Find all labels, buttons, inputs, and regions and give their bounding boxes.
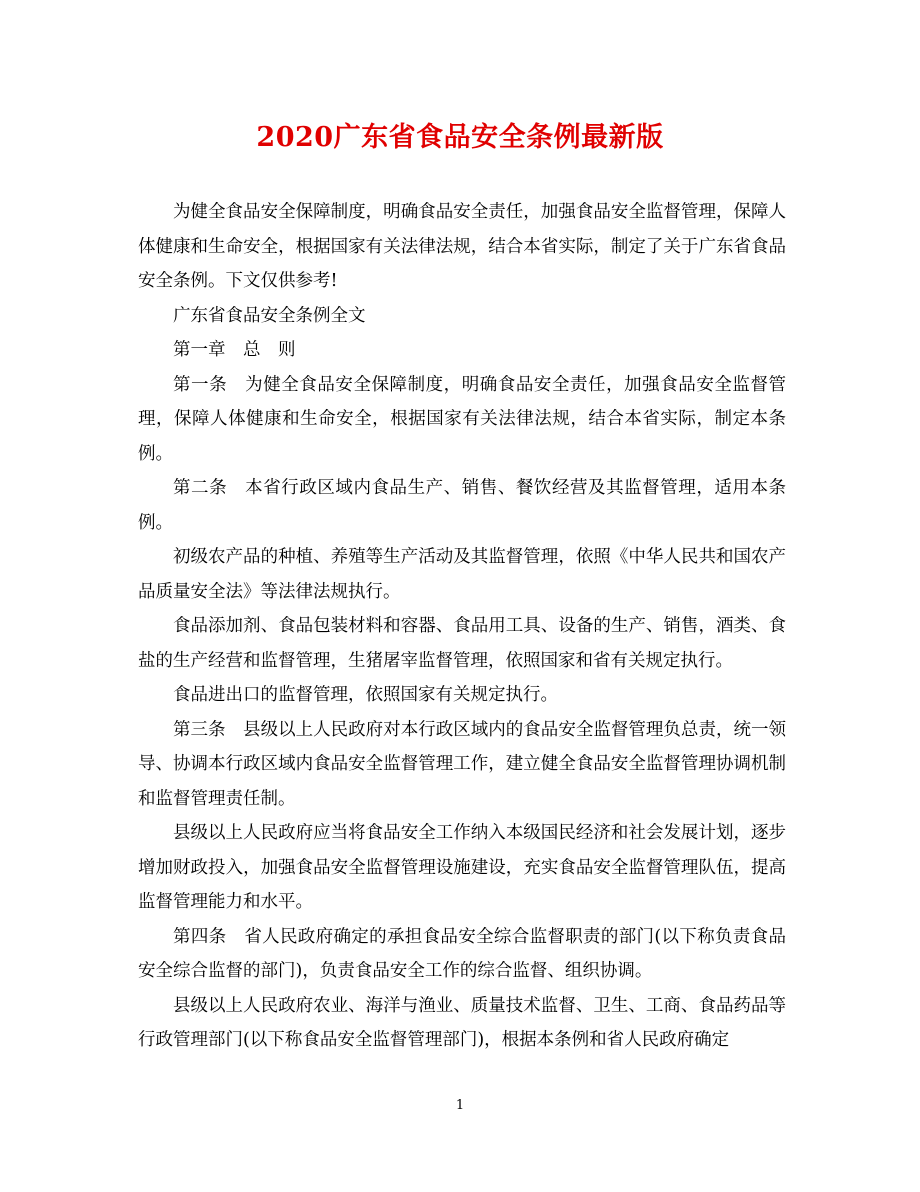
document-title: 2020广东省食品安全条例最新版 [256,122,664,153]
paragraph: 第四条 省人民政府确定的承担食品安全综合监督职责的部门(以下称负责食品安全综合监督的部门)，负责食品安全工作的综合监督、组织协调。 [138,926,786,981]
chapter-heading: 第一章 总 则 [173,340,296,360]
paragraph: 第三条 县级以上人民政府对本行政区域内的食品安全监督管理负总责，统一领导、协调本行政区域内食品安全监督管理工作，建立健全食品安全监督管理协调机制和监督管理责任制。 [138,719,786,809]
paragraph: 广东省食品安全条例全文 [173,305,366,326]
page-number: 1 [455,1098,465,1113]
paragraph: 县级以上人民政府农业、海洋与渔业、质量技术监督、卫生、工商、食品药品等行政管理部门(以下称食品安全监督管理部门)，根据本条例和省人民政府确定 [138,995,786,1050]
paragraph: 初级农产品的种植、养殖等生产活动及其监督管理，依照《中华人民共和国农产品质量安全法》等法律法规执行。 [138,547,786,602]
paragraph: 为健全食品安全保障制度，明确食品安全责任，加强食品安全监督管理，保障人体健康和生命安全，根据国家有关法律法规，结合本省实际，制定了关于广东省食品安全条例。下文仅供参考! [138,202,786,291]
paragraph: 第一条 为健全食品安全保障制度，明确食品安全责任，加强食品安全监督管理，保障人体健康和生命安全，根据国家有关法律法规，结合本省实际，制定本条例。 [138,374,786,464]
paragraph: 第二条 本省行政区域内食品生产、销售、餐饮经营及其监督管理，适用本条例。 [138,478,786,533]
paragraph: 县级以上人民政府应当将食品安全工作纳入本级国民经济和社会发展计划，逐步增加财政投入，加强食品安全监督管理设施建设，充实食品安全监督管理队伍，提高监督管理能力和水平。 [138,823,786,912]
paragraph: 食品添加剂、食品包装材料和容器、食品用工具、设备的生产、销售，酒类、食盐的生产经营和监督管理，生猪屠宰监督管理，依照国家和省有关规定执行。 [138,616,786,671]
paragraph: 食品进出口的监督管理，依照国家有关规定执行。 [173,685,558,705]
document-body [138,195,786,1058]
